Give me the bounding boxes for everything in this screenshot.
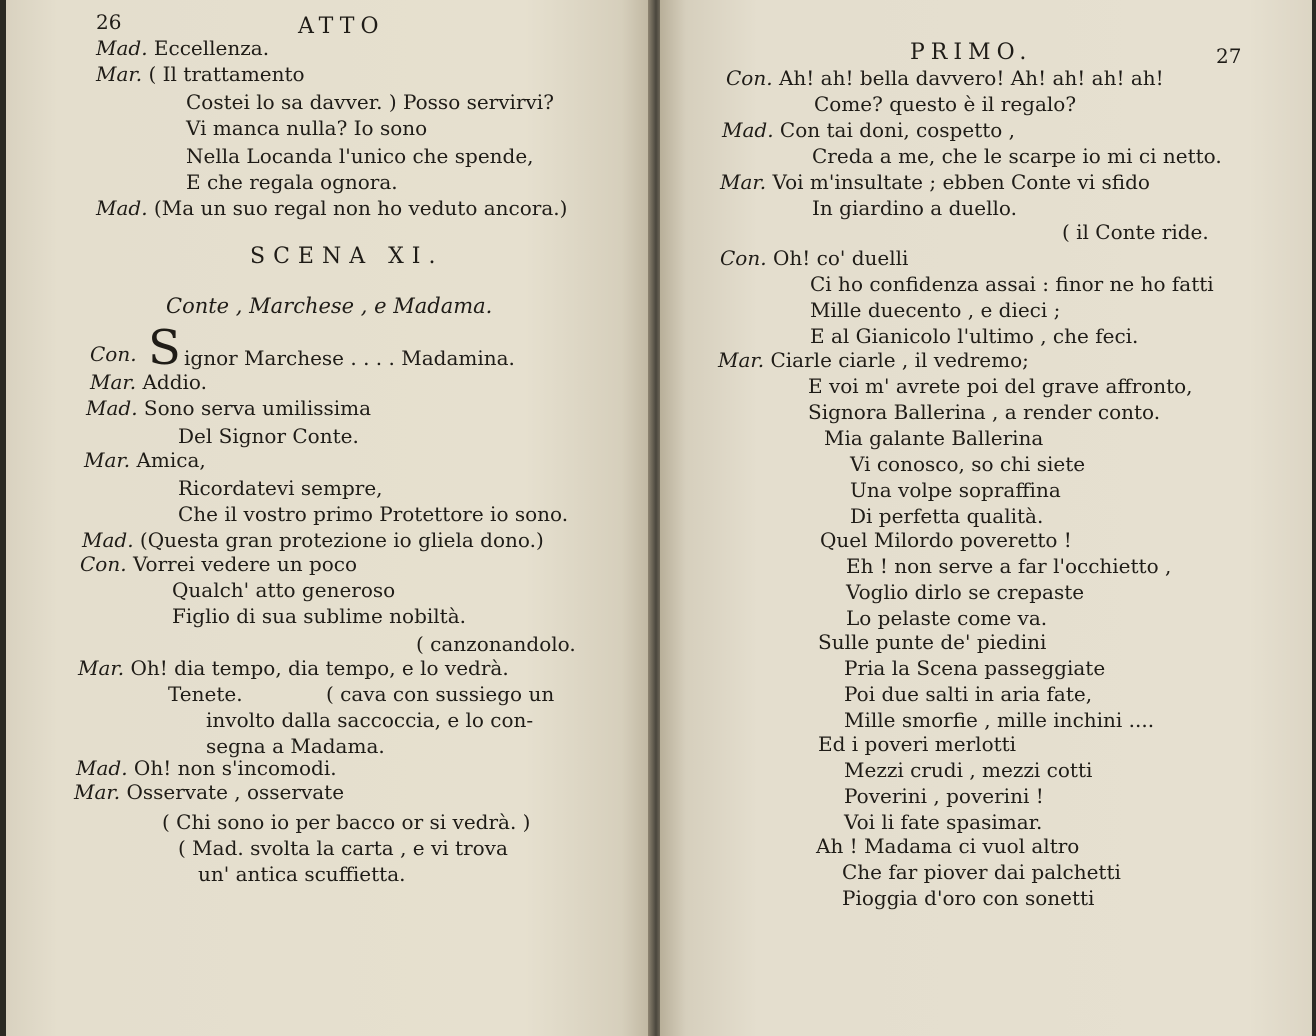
text-line: Vi conosco, so chi siete xyxy=(850,452,1086,476)
text-line: Mille duecento , e dieci ; xyxy=(810,298,1061,322)
text-line: Del Signor Conte. xyxy=(178,424,359,448)
text-line: ignor Marchese . . . . Madamina. xyxy=(184,346,515,370)
text-line: Tenete. xyxy=(168,682,243,706)
text-line: Costei lo sa davver. ) Posso servirvi? xyxy=(186,90,554,114)
text-line: Nella Locanda l'unico che spende, xyxy=(186,144,534,168)
text-line: Una volpe sopraffina xyxy=(850,478,1061,502)
text-line: Voglio dirlo se crepaste xyxy=(846,580,1085,604)
text-line: Lo pelaste come va. xyxy=(846,606,1048,630)
stage-direction: ( canzonandolo. xyxy=(416,632,576,656)
right-page xyxy=(660,0,1312,1036)
text-line: Mar. ( Il trattamento xyxy=(96,62,305,86)
stage-direction: ( il Conte ride. xyxy=(1062,220,1209,244)
text-line: Mezzi crudi , mezzi cotti xyxy=(844,758,1093,782)
text-line: Mad. Eccellenza. xyxy=(96,36,270,60)
text-line: E che regala ognora. xyxy=(186,170,398,194)
stage-direction: segna a Madama. xyxy=(206,734,385,758)
text-line: Mar. Voi m'insultate ; ebben Conte vi sfido xyxy=(720,170,1150,194)
text-line: Mad. (Ma un suo regal non ho veduto ancora.) xyxy=(96,196,568,220)
text-line: Mad. Oh! non s'incomodi. xyxy=(76,756,337,780)
text-line: Voi li fate spasimar. xyxy=(844,810,1043,834)
text-line: Con. xyxy=(90,342,137,366)
text-line: Creda a me, che le scarpe io mi ci netto. xyxy=(812,144,1222,168)
text-line: E al Gianicolo l'ultimo , che feci. xyxy=(810,324,1139,348)
text-line: Ed i poveri merlotti xyxy=(818,732,1017,756)
text-line: Poverini , poverini ! xyxy=(844,784,1044,808)
text-line: Di perfetta qualità. xyxy=(850,504,1044,528)
text-line: Mad. Sono serva umilissima xyxy=(86,396,372,420)
text-line: Signora Ballerina , a render conto. xyxy=(808,400,1161,424)
scene-title: SCENA XI. xyxy=(250,244,444,269)
text-line: Mad. (Questa gran protezione io gliela dono.) xyxy=(82,528,544,552)
text-line: Qualch' atto generoso xyxy=(172,578,396,602)
text-line: Con. Vorrei vedere un poco xyxy=(80,552,358,576)
text-line: Pria la Scena passeggiate xyxy=(844,656,1106,680)
text-line: Figlio di sua sublime nobiltà. xyxy=(172,604,466,628)
page-number: 27 xyxy=(1216,44,1242,68)
text-line: Che far piover dai palchetti xyxy=(842,860,1121,884)
text-line: E voi m' avrete poi del grave affronto, xyxy=(808,374,1193,398)
text-line: Ricordatevi sempre, xyxy=(178,476,383,500)
text-line: Pioggia d'oro con sonetti xyxy=(842,886,1095,910)
text-line: Mad. Con tai doni, cospetto , xyxy=(722,118,1016,142)
text-line: Con. Ah! ah! bella davvero! Ah! ah! ah! ah! xyxy=(726,66,1164,90)
stage-direction: un' antica scuffietta. xyxy=(198,862,406,886)
text-line: Mille smorfie , mille inchini .... xyxy=(844,708,1155,732)
cast-line: Conte , Marchese , e Madama. xyxy=(166,294,493,318)
running-head: PRIMO. xyxy=(910,40,1033,65)
text-line: In giardino a duello. xyxy=(812,196,1017,220)
running-head: ATTO xyxy=(298,14,385,39)
stage-direction: involto dalla saccoccia, e lo con- xyxy=(206,708,534,732)
text-line: Mar. Amica, xyxy=(84,448,206,472)
text-line: Poi due salti in aria fate, xyxy=(844,682,1093,706)
text-line: Vi manca nulla? Io sono xyxy=(186,116,428,140)
text-line: Come? questo è il regalo? xyxy=(814,92,1077,116)
page-number: 26 xyxy=(96,10,122,34)
left-page xyxy=(6,0,654,1036)
stage-direction: ( Mad. svolta la carta , e vi trova xyxy=(178,836,508,860)
text-line: Mia galante Ballerina xyxy=(824,426,1044,450)
text-line: Eh ! non serve a far l'occhietto , xyxy=(846,554,1172,578)
text-line: Con. Oh! co' duelli xyxy=(720,246,909,270)
text-line: Mar. Oh! dia tempo, dia tempo, e lo vedrà. xyxy=(78,656,509,680)
text-line: Quel Milordo poveretto ! xyxy=(820,528,1072,552)
drop-cap: S xyxy=(148,320,181,376)
text-line: ( Chi sono io per bacco or si vedrà. ) xyxy=(162,810,531,834)
text-line: Che il vostro primo Protettore io sono. xyxy=(178,502,569,526)
text-line: Mar. Ciarle ciarle , il vedremo; xyxy=(718,348,1029,372)
text-line: Mar. Addio. xyxy=(90,370,207,394)
stage-direction: ( cava con sussiego un xyxy=(326,682,555,706)
text-line: Ah ! Madama ci vuol altro xyxy=(816,834,1080,858)
text-line: Mar. Osservate , osservate xyxy=(74,780,345,804)
text-line: Sulle punte de' piedini xyxy=(818,630,1047,654)
text-line: Ci ho confidenza assai : finor ne ho fatti xyxy=(810,272,1214,296)
